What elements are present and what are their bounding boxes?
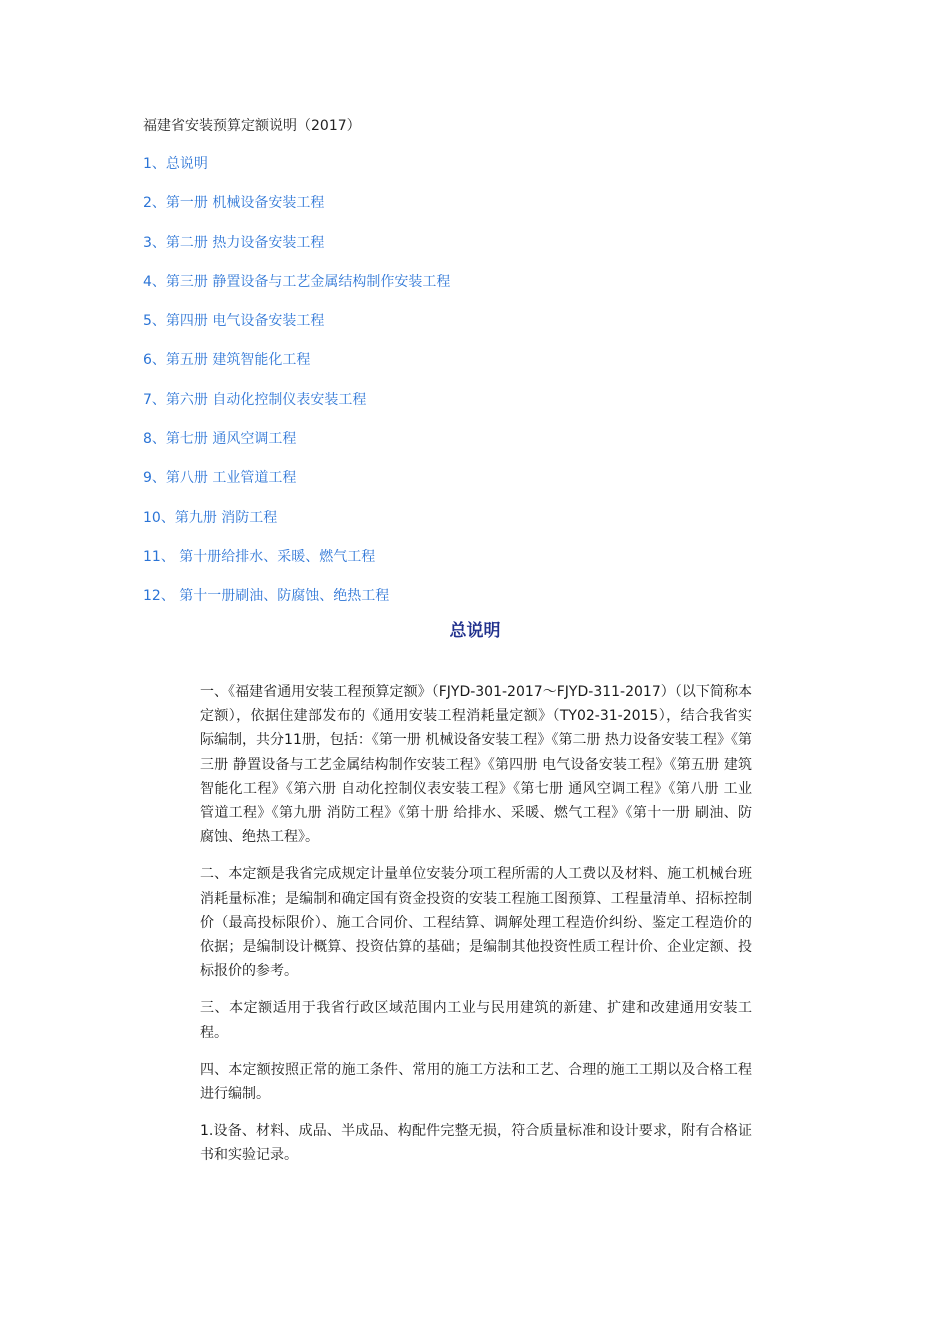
toc-link-volume-7[interactable]: 8、第七册 通风空调工程 (143, 431, 297, 448)
document-title: 福建省安装预算定额说明（2017） (143, 118, 361, 134)
toc-link-volume-3[interactable]: 4、第三册 静置设备与工艺金属结构制作安装工程 (143, 273, 451, 290)
section-heading: 总说明 (449, 621, 501, 641)
body-text (200, 680, 752, 1181)
toc-link-general[interactable]: 1、总说明 (143, 156, 208, 172)
paragraph-1: 一、《福建省通用安装工程预算定额》（FJYD-301-2017～FJYD-311-2017）（以下简称本定额），依据住建部发布的《通用安装工程消耗量定额》（TY02-31-2015），结合我省实际编制，共分11册，包括：《第一册 机械设备安装工程》《第二册 热力设备安装工程》《第三册 静置设备与工艺金属结构制作安装工程》《第四册 电气设备安装工程》《第五册 建筑智能化工程》《第六册 自动化控制仪表安装工程》《第七册 通风空调工程》《第八册 工业管道工程》《第九册 消防工程》《第十册 给排水、采暖、燃气工程》《第十一册 刷油、防腐蚀、绝热工程》。 (200, 684, 752, 846)
paragraph-5: 1.设备、材料、成品、半成品、构配件完整无损，符合质量标准和设计要求，附有合格证书和实验记录。 (200, 1123, 752, 1164)
toc-link-volume-10[interactable]: 11、 第十册给排水、采暖、燃气工程 (143, 548, 376, 565)
paragraph-2: 二、本定额是我省完成规定计量单位安装分项工程所需的人工费以及材料、施工机械台班消耗量标准；是编制和确定国有资金投资的安装工程施工图预算、工程量清单、招标控制价（最高投标限价）、施工合同价、工程结算、调解处理工程造价纠纷、鉴定工程造价的依据；是编制设计概算、投资估算的基础；是编制其他投资性质工程计价、企业定额、投标报价的参考。 (200, 866, 752, 980)
toc-link-volume-11[interactable]: 12、 第十一册刷油、防腐蚀、绝热工程 (143, 588, 390, 605)
paragraph-4: 四、本定额按照正常的施工条件、常用的施工方法和工艺、合理的施工工期以及合格工程进行编制。 (200, 1061, 752, 1103)
toc-link-volume-6[interactable]: 7、第六册 自动化控制仪表安装工程 (143, 391, 367, 408)
table-of-contents (143, 154, 450, 626)
toc-link-volume-2[interactable]: 3、第二册 热力设备安装工程 (143, 234, 325, 251)
toc-link-volume-9[interactable]: 10、第九册 消防工程 (143, 509, 278, 526)
paragraph-3: 三、本定额适用于我省行政区域范围内工业与民用建筑的新建、扩建和改建通用安装工程。 (200, 1000, 752, 1041)
toc-link-volume-8[interactable]: 9、第八册 工业管道工程 (143, 470, 297, 487)
toc-link-volume-1[interactable]: 2、第一册 机械设备安装工程 (143, 195, 325, 212)
toc-link-volume-4[interactable]: 5、第四册 电气设备安装工程 (143, 313, 325, 330)
toc-link-volume-5[interactable]: 6、第五册 建筑智能化工程 (143, 352, 311, 369)
